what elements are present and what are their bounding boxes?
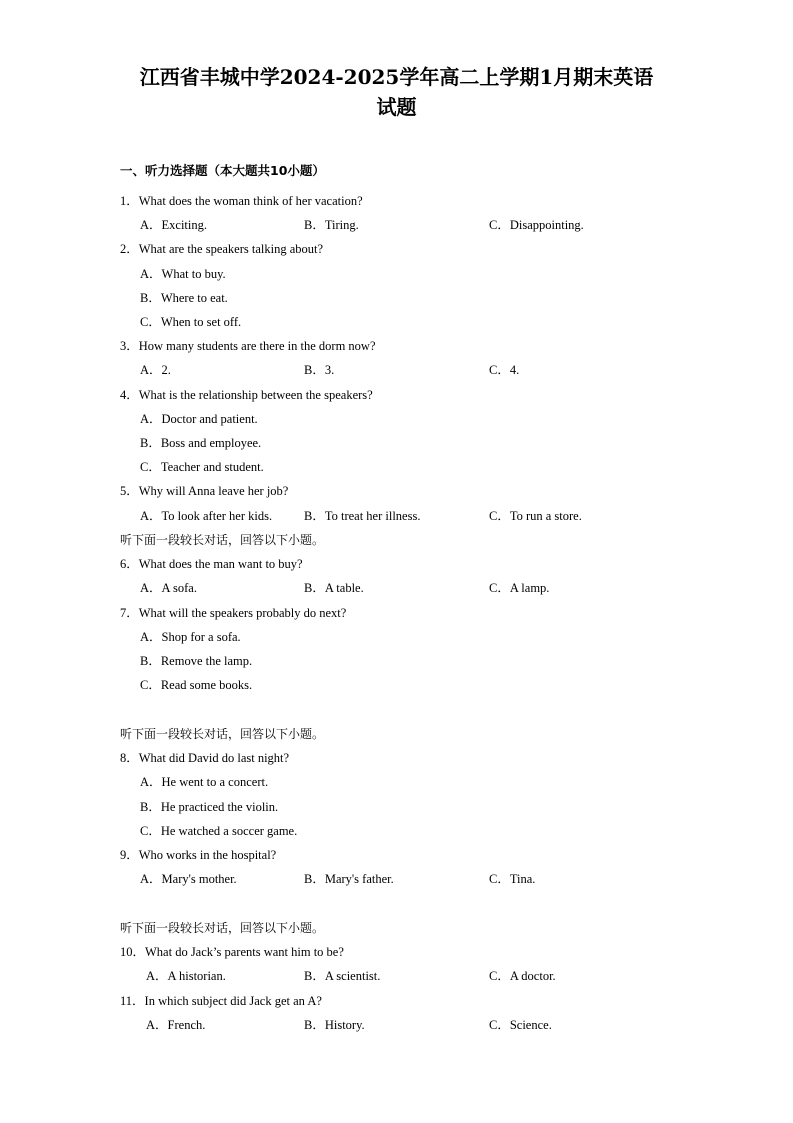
- option-c: C．A doctor.: [489, 969, 556, 983]
- question-8: 8．What did David do last night?: [120, 751, 290, 765]
- question-6: 6．What does the man want to buy?: [120, 557, 303, 571]
- option-a: A．Mary's mother.: [140, 872, 237, 886]
- option-b: B．A table.: [304, 581, 364, 595]
- document-title: [0, 62, 793, 122]
- option-c: C．Tina.: [489, 872, 536, 886]
- option-b: B．History.: [304, 1018, 365, 1032]
- option-a: A．French.: [146, 1018, 206, 1032]
- question-1: 1．What does the woman think of her vacation?: [120, 194, 363, 208]
- option-c: C．A lamp.: [489, 581, 550, 595]
- option-b: B．Where to eat.: [140, 291, 228, 305]
- option-a: A．To look after her kids.: [140, 509, 273, 523]
- question-2: 2．What are the speakers talking about?: [120, 242, 324, 256]
- dialogue-intro: 听下面一段较长对话，回答以下小题。: [120, 727, 325, 741]
- option-c: C．4.: [489, 363, 520, 377]
- title-line-1: 江西省丰城中学2024-2025学年高二上学期1月期末英语: [139, 65, 654, 89]
- question-9: 9．Who works in the hospital?: [120, 848, 277, 862]
- dialogue-intro: 听下面一段较长对话，回答以下小题。: [120, 533, 325, 547]
- question-10: 10．What do Jack’s parents want him to be?: [120, 945, 344, 959]
- option-a: A．2.: [140, 363, 171, 377]
- option-c: C．Teacher and student.: [140, 460, 264, 474]
- option-c: C．When to set off.: [140, 315, 242, 329]
- option-c: C．Disappointing.: [489, 218, 584, 232]
- option-a: A．A historian.: [146, 969, 226, 983]
- option-c: C．To run a store.: [489, 509, 582, 523]
- section-header: 一、听力选择题（本大题共10小题）: [120, 163, 325, 178]
- option-b: B．He practiced the violin.: [140, 800, 279, 814]
- question-4: 4．What is the relationship between the speakers?: [120, 388, 373, 402]
- option-a: A．He went to a concert.: [140, 775, 269, 789]
- question-7: 7．What will the speakers probably do next?: [120, 606, 347, 620]
- title-line-2: 试题: [376, 95, 417, 119]
- option-a: A．Doctor and patient.: [140, 412, 258, 426]
- option-b: B．A scientist.: [304, 969, 381, 983]
- option-c: C．Science.: [489, 1018, 552, 1032]
- option-b: B．Boss and employee.: [140, 436, 262, 450]
- option-b: B．Tiring.: [304, 218, 359, 232]
- option-b: B．To treat her illness.: [304, 509, 421, 523]
- question-11: 11．In which subject did Jack get an A?: [120, 994, 322, 1008]
- question-3: 3．How many students are there in the dorm now?: [120, 339, 376, 353]
- option-c: C．Read some books.: [140, 678, 253, 692]
- option-c: C．He watched a soccer game.: [140, 824, 298, 838]
- option-b: B．Mary's father.: [304, 872, 394, 886]
- option-a: A．What to buy.: [140, 267, 226, 281]
- option-b: B．3.: [304, 363, 335, 377]
- option-a: A．A sofa.: [140, 581, 197, 595]
- option-b: B．Remove the lamp.: [140, 654, 253, 668]
- question-5: 5．Why will Anna leave her job?: [120, 484, 289, 498]
- option-a: A．Shop for a sofa.: [140, 630, 241, 644]
- option-a: A．Exciting.: [140, 218, 208, 232]
- dialogue-intro: 听下面一段较长对话，回答以下小题。: [120, 921, 325, 935]
